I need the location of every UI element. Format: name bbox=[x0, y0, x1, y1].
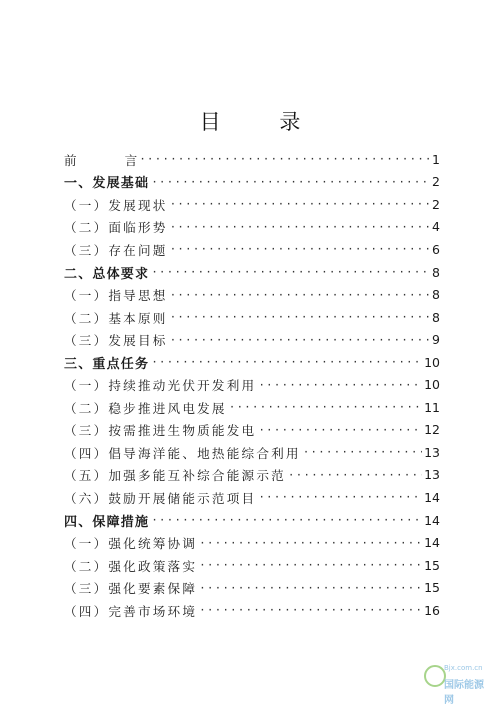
toc-entry-label: 二、总体要求 bbox=[64, 266, 150, 282]
toc-entry-label: （一）持续推动光伏开发利用 bbox=[64, 378, 257, 394]
toc-entry bbox=[64, 351, 440, 374]
toc-entry-page: 15 bbox=[424, 580, 440, 596]
toc-entry-label: 一、发展基础 bbox=[64, 176, 150, 192]
toc-entry-page: 12 bbox=[424, 422, 440, 438]
toc-entry bbox=[64, 328, 440, 351]
toc-entry-page: 8 bbox=[432, 264, 440, 280]
toc-entry-label: （二）稳步推进风电发展 bbox=[64, 400, 227, 416]
dot-leader bbox=[303, 441, 422, 463]
toc-entry-label: （三）强化要素保障 bbox=[64, 581, 198, 597]
dot-leader bbox=[199, 554, 422, 576]
dot-leader bbox=[170, 238, 429, 260]
toc-entry-page: 14 bbox=[424, 489, 440, 505]
watermark-line1: Bjx.com.cn bbox=[444, 664, 483, 672]
toc-entry bbox=[64, 486, 440, 509]
toc-entry bbox=[64, 531, 440, 554]
dot-leader bbox=[258, 419, 422, 441]
toc-entry bbox=[64, 171, 440, 194]
dot-leader bbox=[170, 329, 429, 351]
dot-leader bbox=[258, 486, 422, 508]
toc-entry bbox=[64, 441, 440, 464]
dot-leader bbox=[229, 396, 422, 418]
logo-ring-icon bbox=[424, 665, 446, 687]
toc-entry bbox=[64, 576, 440, 599]
toc-entry bbox=[64, 283, 440, 306]
toc-entry bbox=[64, 306, 440, 329]
watermark-logo bbox=[420, 663, 486, 706]
watermark-line2: 国际能源网 bbox=[444, 680, 484, 706]
toc-entry bbox=[64, 509, 440, 532]
toc-entry-page: 14 bbox=[424, 512, 440, 528]
page-title: 目 录 bbox=[199, 110, 327, 134]
dot-leader bbox=[170, 216, 429, 238]
dot-leader bbox=[139, 148, 429, 170]
dot-leader bbox=[151, 261, 429, 283]
toc-entry bbox=[64, 216, 440, 239]
toc-entry-label: 三、重点任务 bbox=[64, 356, 150, 372]
toc-entry-page: 11 bbox=[424, 399, 440, 415]
toc-entry-page: 6 bbox=[432, 241, 440, 257]
toc-entry-page: 2 bbox=[432, 196, 440, 212]
dot-leader bbox=[170, 284, 429, 306]
dot-leader bbox=[199, 599, 422, 621]
toc-entry-page: 10 bbox=[424, 354, 440, 370]
table-of-contents bbox=[64, 148, 440, 621]
dot-leader bbox=[258, 374, 422, 396]
toc-entry-label: （四）倡导海洋能、地热能综合利用 bbox=[64, 445, 301, 461]
toc-entry-page: 2 bbox=[432, 174, 440, 190]
toc-entry-label: （三）发展目标 bbox=[64, 333, 168, 349]
dot-leader bbox=[151, 171, 429, 193]
toc-entry-label: （二）基本原则 bbox=[64, 310, 168, 326]
toc-entry-label: （二）强化政策落实 bbox=[64, 558, 198, 574]
dot-leader bbox=[151, 509, 422, 531]
toc-entry bbox=[64, 419, 440, 442]
toc-entry-prefix: 前 bbox=[64, 152, 77, 168]
dot-leader bbox=[170, 306, 429, 328]
toc-entry-page: 1 bbox=[432, 151, 440, 167]
toc-entry-label: （三）存在问题 bbox=[64, 242, 168, 258]
toc-entry-page: 4 bbox=[432, 219, 440, 235]
dot-leader bbox=[288, 464, 422, 486]
toc-entry-page: 13 bbox=[424, 444, 440, 460]
toc-entry-label: （五）加强多能互补综合能源示范 bbox=[64, 468, 286, 484]
toc-entry-page: 14 bbox=[424, 535, 440, 551]
dot-leader bbox=[199, 532, 422, 554]
dot-leader bbox=[151, 351, 422, 373]
toc-entry-page: 15 bbox=[424, 557, 440, 573]
toc-entry bbox=[64, 238, 440, 261]
toc-entry bbox=[64, 148, 440, 171]
toc-entry-label bbox=[64, 150, 137, 169]
toc-entry-label: （二）面临形势 bbox=[64, 220, 168, 236]
toc-entry-page: 9 bbox=[432, 332, 440, 348]
toc-entry-page: 13 bbox=[424, 467, 440, 483]
toc-entry-text: 言 bbox=[124, 152, 138, 168]
dot-leader bbox=[199, 577, 422, 599]
toc-entry-page: 8 bbox=[432, 309, 440, 325]
toc-entry-label: （一）指导思想 bbox=[64, 288, 168, 304]
toc-entry-label: 四、保障措施 bbox=[64, 514, 150, 530]
toc-entry bbox=[64, 554, 440, 577]
toc-entry-page: 10 bbox=[424, 377, 440, 393]
toc-entry bbox=[64, 373, 440, 396]
toc-entry bbox=[64, 464, 440, 487]
toc-entry-label: （三）按需推进生物质能发电 bbox=[64, 423, 257, 439]
toc-entry bbox=[64, 261, 440, 284]
toc-entry-page: 16 bbox=[424, 602, 440, 618]
toc-entry bbox=[64, 193, 440, 216]
toc-entry-label: （六）鼓励开展储能示范项目 bbox=[64, 490, 257, 506]
toc-entry-page: 8 bbox=[432, 287, 440, 303]
dot-leader bbox=[170, 193, 429, 215]
toc-entry-label: （四）完善市场环境 bbox=[64, 603, 198, 619]
toc-entry-label: （一）发展现状 bbox=[64, 197, 168, 213]
toc-entry bbox=[64, 396, 440, 419]
toc-entry bbox=[64, 599, 440, 622]
toc-entry-label: （一）强化统筹协调 bbox=[64, 536, 198, 552]
